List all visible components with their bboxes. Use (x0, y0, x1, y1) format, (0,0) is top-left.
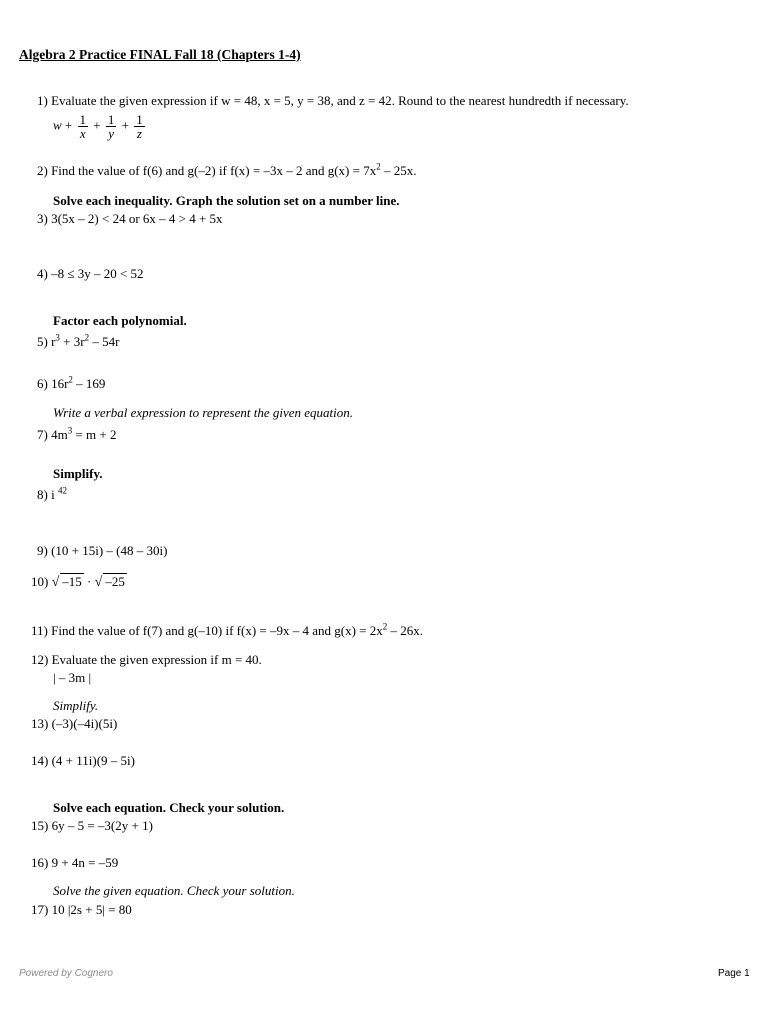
question-12: 12) Evaluate the given expression if m = 40. (31, 652, 262, 667)
q5-exponent-1: 3 (55, 332, 60, 343)
numerator: 1 (136, 112, 143, 127)
question-8 (37, 487, 67, 503)
question-2 (37, 163, 416, 179)
question-11 (31, 623, 423, 639)
numerator: 1 (79, 112, 87, 127)
q2-exponent: 2 (376, 161, 381, 172)
q10-radicand-1: –15 (62, 574, 82, 589)
q5-exponent-2: 2 (84, 332, 90, 343)
section-header-solve: Solve each equation. Check your solution. (53, 800, 285, 815)
fraction-1-over-z (134, 113, 145, 140)
denominator: z (136, 126, 142, 141)
question-7 (37, 427, 116, 443)
section-header-factor: Factor each polynomial. (53, 313, 187, 328)
section-header-simplify: Simplify. (53, 466, 103, 481)
q6-exponent: 2 (68, 374, 73, 385)
q5-b: + 3r (59, 334, 85, 349)
radical-icon: √ (94, 575, 103, 590)
q11-a: 11) Find the value of f(7) and g(–10) if f(x) = –9x – 4 and g(x) = 2x (31, 623, 383, 638)
question-12-expression: | – 3m | (53, 670, 92, 685)
question-1: 1) Evaluate the given expression if w = 48, x = 5, y = 38, and z = 42. Round to the nearest hundredth if necessary. (37, 93, 629, 108)
question-14: 14) (4 + 11i)(9 – 5i) (31, 753, 135, 768)
section-header-simplify-2: Simplify. (53, 698, 99, 713)
section-header-solve-2: Solve the given equation. Check your solution. (53, 883, 295, 898)
question-3: 3) 3(5x – 2) < 24 or 6x – 4 > 4 + 5x (37, 211, 223, 226)
section-header-verbal: Write a verbal expression to represent the given equation. (53, 405, 354, 420)
expr-plus: + (64, 117, 73, 133)
q7-b: = m + 2 (72, 427, 117, 442)
question-15: 15) 6y – 5 = –3(2y + 1) (31, 818, 153, 833)
q8-a: 8) i (37, 487, 55, 502)
q2-tail: – 25x. (380, 163, 417, 178)
q7-exponent: 3 (67, 425, 73, 436)
denominator: y (108, 126, 114, 141)
expr-plus: + (121, 117, 129, 133)
question-13: 13) (–3)(–4i)(5i) (31, 716, 118, 731)
q11-b: – 26x. (387, 623, 423, 638)
question-16: 16) 9 + 4n = –59 (31, 855, 119, 870)
question-1-expression (53, 113, 147, 140)
q11-exponent: 2 (382, 621, 388, 632)
q10-radicand-2: –25 (105, 574, 125, 589)
numerator: 1 (107, 112, 115, 127)
page-title: Algebra 2 Practice FINAL Fall 18 (Chapters 1-4) (19, 47, 301, 62)
expr-plus: + (93, 117, 101, 133)
fraction-1-over-x (78, 113, 89, 140)
q10-number: 10) (31, 574, 49, 589)
q5-c: – 54r (89, 334, 120, 349)
footer-page-number: Page 1 (718, 968, 750, 979)
q7-a: 7) 4m (37, 427, 68, 442)
question-17: 17) 10 |2s + 5| = 80 (31, 902, 132, 917)
section-header-inequality: Solve each inequality. Graph the solution set on a number line. (53, 193, 400, 208)
denominator: x (79, 126, 86, 141)
q6-a: 6) 16r (37, 376, 69, 391)
question-5 (37, 334, 119, 350)
question-9: 9) (10 + 15i) – (48 – 30i) (37, 543, 168, 558)
question-10 (31, 573, 127, 591)
q5-a: 5) r (37, 334, 56, 349)
q2-text: 2) Find the value of f(6) and g(–2) if f(x) = –3x – 2 and g(x) = 7x (37, 163, 377, 178)
radical-icon: √ (51, 575, 60, 590)
q8-exponent: 42 (57, 485, 67, 496)
fraction-1-over-y (106, 113, 117, 140)
footer-powered-by: Powered by Cognero (19, 968, 113, 979)
q6-b: – 169 (72, 376, 106, 391)
question-6 (37, 376, 105, 392)
expr-w: w (53, 117, 62, 133)
question-4: 4) –8 ≤ 3y – 20 < 52 (37, 266, 144, 281)
q10-dot: · (87, 574, 92, 589)
